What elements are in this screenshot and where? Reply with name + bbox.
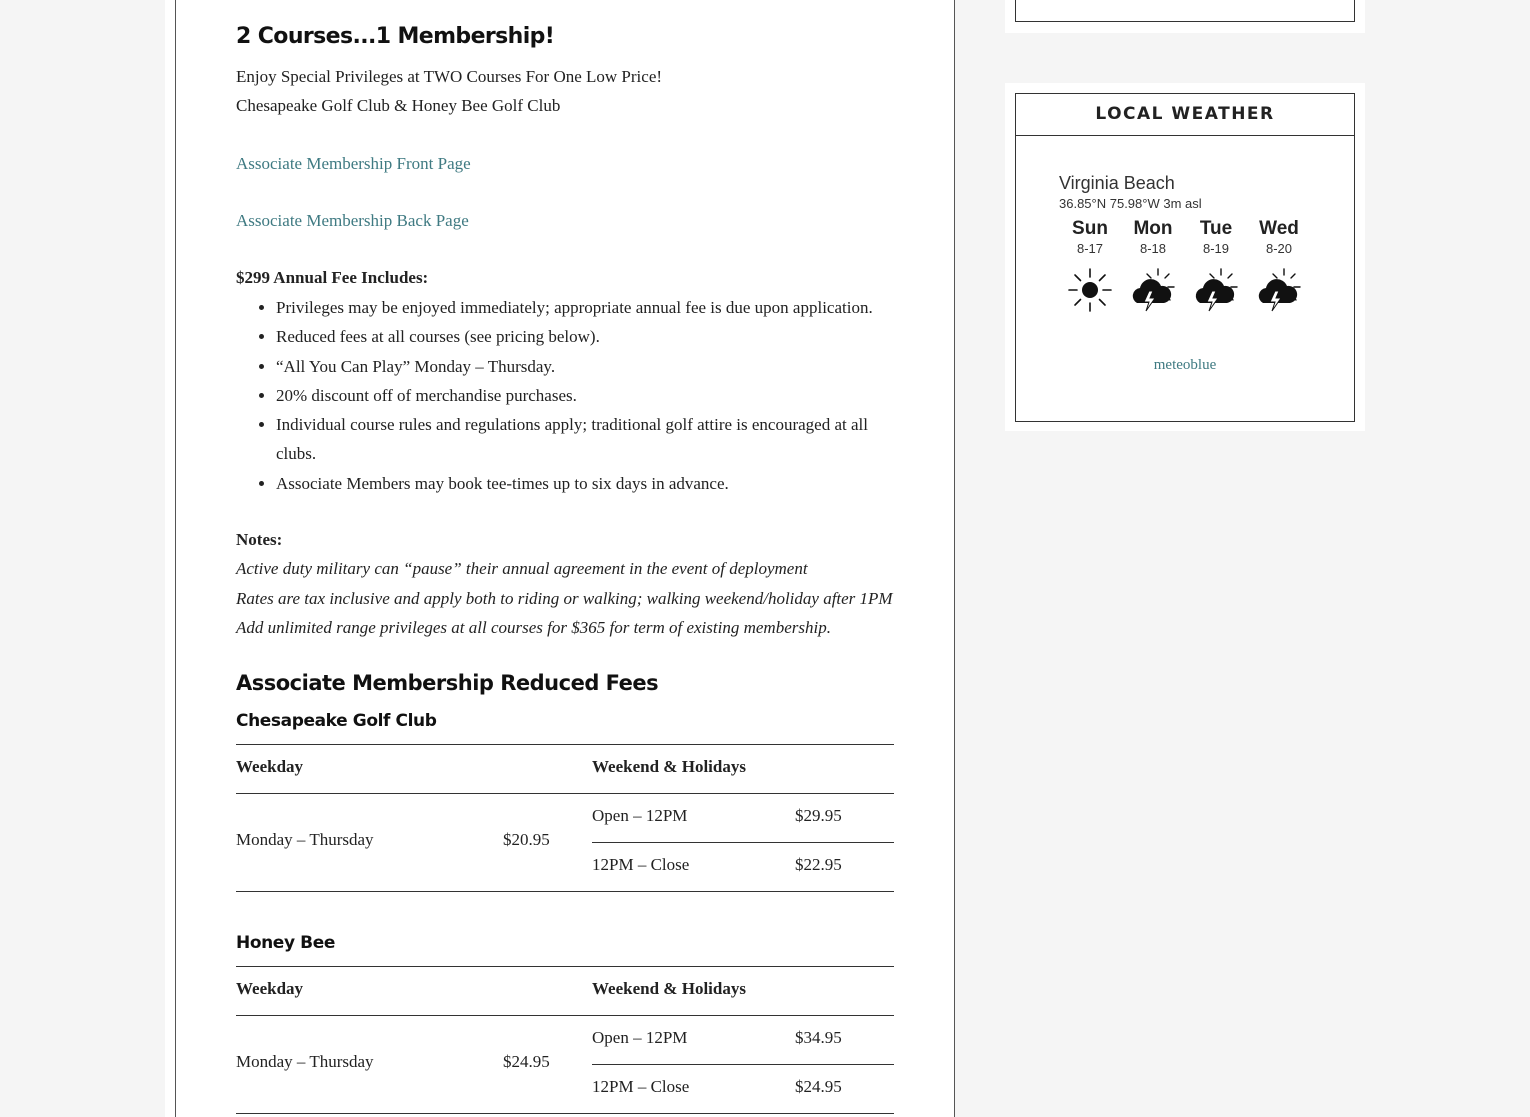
weekday-header: Weekday (236, 757, 304, 776)
table-divider (236, 1015, 894, 1016)
day-name: Mon (1133, 218, 1173, 239)
note-line: Rates are tax inclusive and apply both to riding or walking; walking weekend/holiday after 1PM (236, 589, 893, 608)
weekend-slot-price: $29.95 (795, 806, 842, 825)
table-divider (592, 842, 894, 843)
weekend-slot-label: Open – 12PM (592, 806, 688, 825)
weekday-price: $24.95 (503, 1052, 550, 1071)
weather-coords: 36.85°N 75.98°W 3m asl (1059, 196, 1202, 211)
forecast-day-tue (1186, 218, 1246, 313)
sun-icon (1067, 267, 1113, 313)
weekday-label: Monday – Thursday (236, 1052, 374, 1071)
table-divider (592, 1064, 894, 1065)
weather-frame (1015, 93, 1355, 422)
forecast-day-wed (1249, 218, 1309, 313)
forecast-day-sun (1060, 218, 1120, 313)
day-date: 8-20 (1265, 241, 1293, 256)
forecast-day-mon (1123, 218, 1183, 313)
meteoblue-link[interactable]: meteoblue (1153, 357, 1217, 373)
weekday-header: Weekday (236, 979, 304, 998)
intro-line-2: Chesapeake Golf Club & Honey Bee Golf Club (236, 96, 561, 115)
weekend-header: Weekend & Holidays (592, 979, 746, 998)
day-name: Sun (1072, 218, 1108, 239)
weather-heading: LOCAL WEATHER (1016, 94, 1354, 136)
list-item: • Individual course rules and regulations apply; traditional golf attire is encouraged at all clubs. (276, 410, 896, 469)
list-item: • Privileges may be enjoyed immediately; appropriate annual fee is due upon application. (276, 293, 896, 322)
weekend-slot-price: $22.95 (795, 855, 842, 874)
thunderstorm-icon (1193, 267, 1239, 313)
day-date: 8-18 (1139, 241, 1167, 256)
thunderstorm-icon (1256, 267, 1302, 313)
sidebar-widget-top (1005, 0, 1365, 33)
table-divider (236, 1113, 894, 1114)
day-name: Wed (1259, 218, 1299, 239)
list-item: • 20% discount off of merchandise purchases. (276, 381, 896, 410)
day-date: 8-19 (1202, 241, 1230, 256)
weather-city: Virginia Beach (1059, 173, 1175, 193)
day-name: Tue (1199, 218, 1233, 239)
weekday-price: $20.95 (503, 830, 550, 849)
course-heading-chesapeake: Chesapeake Golf Club (236, 711, 437, 731)
list-item: • Reduced fees at all courses (see pricing below). (276, 322, 896, 351)
table-divider (236, 966, 894, 967)
thunderstorm-icon (1130, 267, 1176, 313)
main-content (175, 0, 955, 1117)
list-item: • “All You Can Play” Monday – Thursday. (276, 352, 896, 381)
weekend-slot-label: 12PM – Close (592, 1077, 690, 1096)
weather-widget (1005, 83, 1365, 431)
privileges-list (236, 293, 896, 498)
notes-heading: Notes: (236, 530, 283, 549)
back-page-link[interactable]: Associate Membership Back Page (236, 211, 469, 230)
front-page-link[interactable]: Associate Membership Front Page (236, 154, 471, 173)
includes-heading: $299 Annual Fee Includes: (236, 268, 429, 287)
course-heading-honey-bee: Honey Bee (236, 933, 335, 953)
table-divider (236, 891, 894, 892)
weekend-header: Weekend & Holidays (592, 757, 746, 776)
table-divider (236, 744, 894, 745)
note-line: Add unlimited range privileges at all courses for $365 for term of existing membership. (236, 618, 831, 637)
weekend-slot-price: $24.95 (795, 1077, 842, 1096)
list-item: • Associate Members may book tee-times up to six days in advance. (276, 469, 896, 498)
note-line: Active duty military can “pause” their annual agreement in the event of deployment (236, 559, 808, 578)
widget-frame (1015, 0, 1355, 22)
weekday-label: Monday – Thursday (236, 830, 374, 849)
weekend-slot-price: $34.95 (795, 1028, 842, 1047)
weekend-slot-label: 12PM – Close (592, 855, 690, 874)
table-divider (236, 793, 894, 794)
intro-line-1: Enjoy Special Privileges at TWO Courses For One Low Price! (236, 67, 663, 86)
page-title: 2 Courses...1 Membership! (236, 24, 555, 49)
fees-heading: Associate Membership Reduced Fees (236, 671, 659, 695)
weekend-slot-label: Open – 12PM (592, 1028, 688, 1047)
day-date: 8-17 (1076, 241, 1104, 256)
